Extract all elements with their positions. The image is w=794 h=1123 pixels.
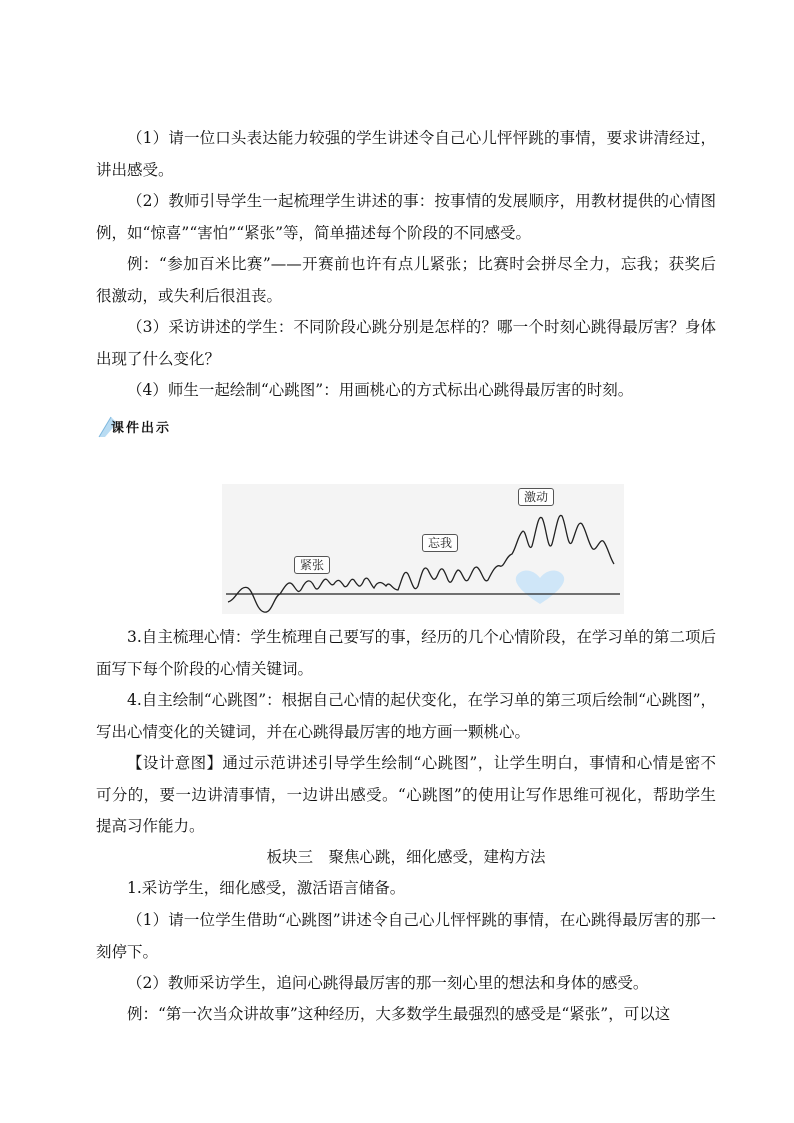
paragraph-step-1: （1）请一位口头表达能力较强的学生讲述令自己心儿怦怦跳的事情，要求讲清经过，讲出感受。: [96, 129, 716, 179]
label-excited: 激动: [518, 488, 554, 506]
paragraph-step-4: （4）师生一起绘制“心跳图”：用画桃心的方式标出心跳得最厉害的时刻。: [127, 381, 634, 399]
paragraph-interview: 1.采访学生，细化感受，激活语言储备。: [127, 879, 406, 897]
paragraph-self-sort: 3.自主梳理心情：学生梳理自己要写的事，经历的几个心情阶段，在学习单的第二项后面写下每个阶段的心情关键词。: [96, 628, 716, 678]
paragraph-step-3: （3）采访讲述的学生：不同阶段心跳分别是怎样的？哪一个时刻心跳得最厉害？身体出现了什么变化？: [96, 318, 716, 368]
paragraph-example-storytelling: 例：“第一次当众讲故事”这种经历，大多数学生最强烈的感受是“紧张”，可以这: [127, 1005, 671, 1023]
paragraph-example-race: 例：“参加百米比赛”——开赛前也许有点儿紧张；比赛时会拼尽全力，忘我；获奖后很激动，或失利后很沮丧。: [96, 255, 716, 305]
paragraph-interview-step-1: （1）请一位学生借助“心跳图”讲述令自己心儿怦怦跳的事情，在心跳得最厉害的那一刻停下。: [96, 911, 716, 961]
paragraph-step-2: （2）教师引导学生一起梳理学生讲述的事：按事情的发展顺序，用教材提供的心情图例，如“惊喜”“害怕”“紧张”等，简单描述每个阶段的不同感受。: [96, 192, 716, 242]
paragraph-design-intent: 【设计意图】通过示范讲述引导学生绘制“心跳图”，让学生明白，事情和心情是密不可分的，要一边讲清事情，一边讲出感受。“心跳图”的使用让写作思维可视化，帮助学生提高习作能力。: [96, 754, 716, 835]
paragraph-interview-step-2: （2）教师采访学生，追问心跳得最厉害的那一刻心里的想法和身体的感受。: [127, 974, 649, 992]
courseware-tag: [97, 413, 217, 439]
courseware-tag-label: 课件出示: [111, 421, 172, 436]
paragraph-self-draw: 4.自主绘制“心跳图”：根据自己心情的起伏变化，在学习单的第三项后绘制“心跳图”，写出心情变化的关键词，并在心跳得最厉害的地方画一颗桃心。: [96, 691, 716, 741]
label-selfless: 忘我: [422, 534, 458, 552]
label-nervous: 紧张: [294, 556, 330, 574]
heartbeat-diagram: [222, 484, 624, 614]
section-heading: 板块三 聚焦心跳，细化感受，建构方法: [266, 848, 546, 866]
